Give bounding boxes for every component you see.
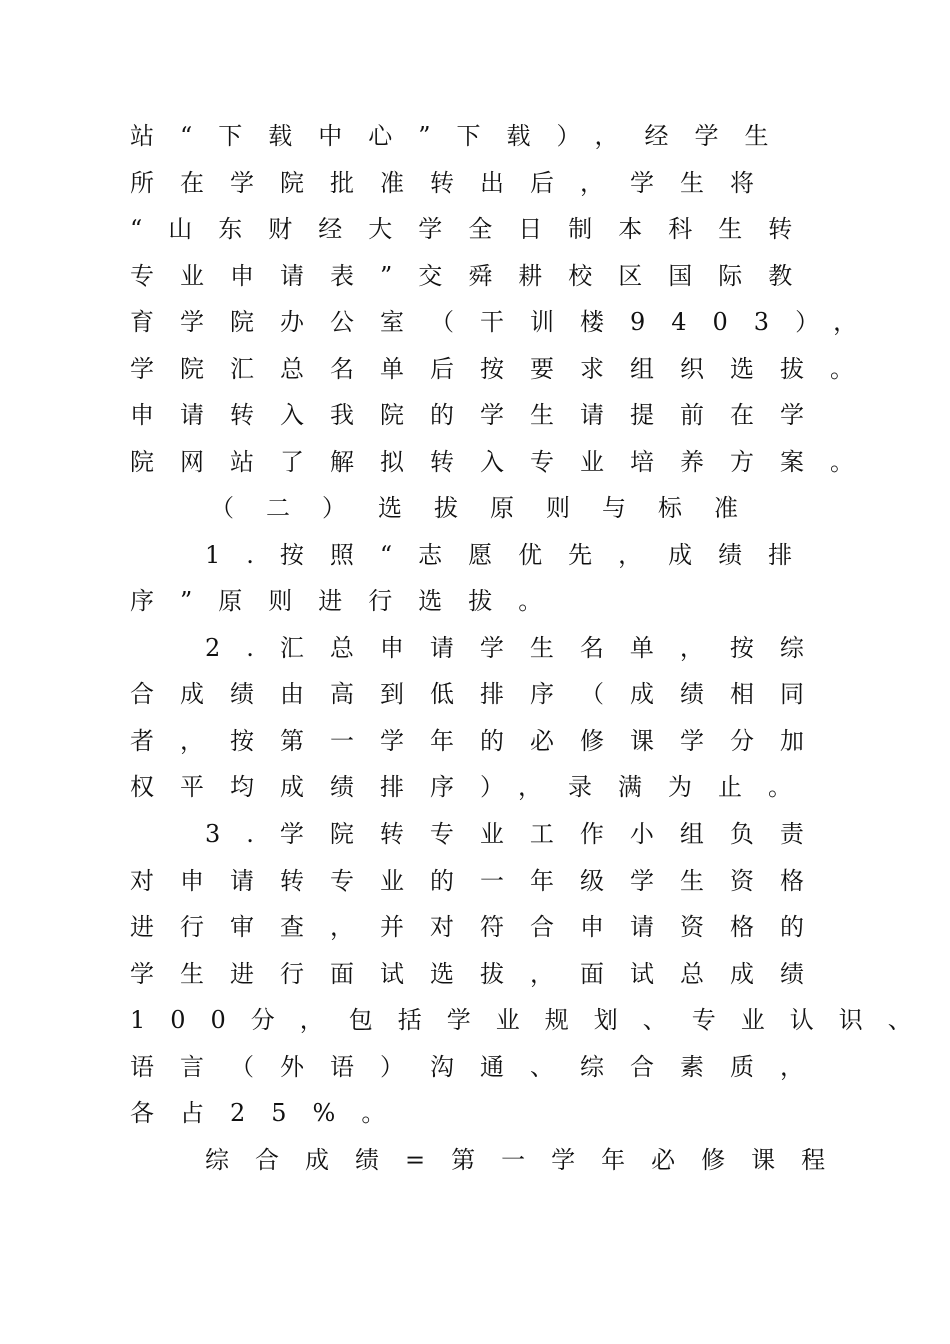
text-line: 站“下载中心”下载），经学生 [130,122,795,150]
text-line: 者，按第一学年的必修课学分加 [130,727,830,755]
text-line: 育学院办公室（干训楼9403）， [130,308,884,336]
text-line: 学生进行面试选拔，面试总成绩 [130,960,830,988]
text-line: 专业申请表”交舜耕校区国际教 [130,262,819,290]
text-line: “山东财经大学全日制本科生转 [130,215,819,243]
text-line: 对申请转专业的一年级学生资格 [130,867,830,895]
text-line: 合成绩由高到低排序（成绩相同 [130,680,830,708]
text-line: 序”原则进行选拔。 [130,587,569,615]
paragraph-start: 2.汇总申请学生名单，按综 [205,634,830,662]
text-line: 院网站了解拟转入专业培养方案。 [130,448,880,476]
text-line: 所在学院批准转出后，学生将 [130,169,780,197]
text-line: 100分，包括学业规划、专业认识、 [130,1006,937,1034]
paragraph-start: 3.学院转专业工作小组负责 [205,820,830,848]
text-line: 学院汇总名单后按要求组织选拔。 [130,355,880,383]
section-heading: （二）选拔原则与标准 [210,494,770,522]
paragraph-start: 1.按照“志愿优先，成绩排 [205,541,819,569]
text-line: 申请转入我院的学生请提前在学 [130,401,830,429]
text-line: 各占25%。 [130,1099,412,1127]
text-line: 语言（外语）沟通、综合素质， [130,1053,830,1081]
text-line: 进行审查，并对符合申请资格的 [130,913,830,941]
text-line: 权平均成绩排序），录满为止。 [130,773,818,801]
paragraph-start: 综合成绩=第一学年必修课程 [205,1146,852,1174]
